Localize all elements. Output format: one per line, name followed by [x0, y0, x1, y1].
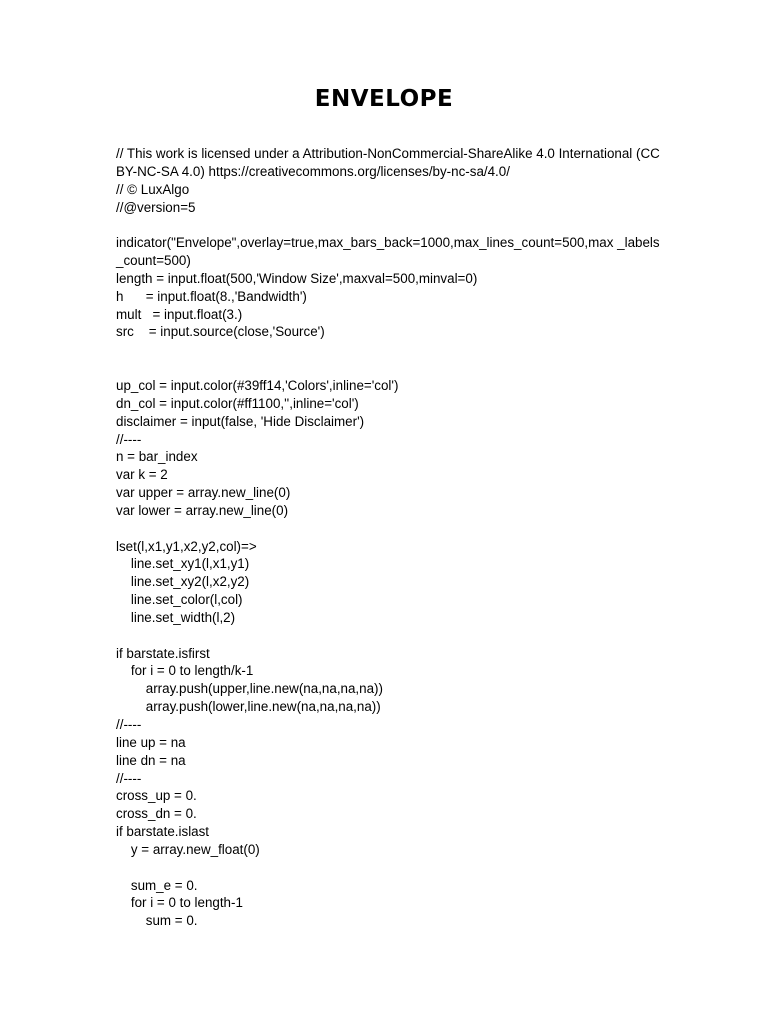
code-line: // This work is licensed under a Attribution-NonCommercial-ShareAlike 4.0 International (CC BY-NC-SA 4.0) https://creativecommons.org/licenses/by-nc-sa/4.0/: [116, 146, 664, 179]
code-line: up_col = input.color(#39ff14,'Colors',inline='col'): [116, 377, 399, 393]
code-line: line up = na: [116, 734, 186, 750]
code-line: if barstate.isfirst: [116, 645, 210, 661]
code-line: length = input.float(500,'Window Size',maxval=500,minval=0): [116, 270, 478, 286]
code-line: //----: [116, 431, 142, 447]
code-line: dn_col = input.color(#ff1100,'',inline='col'): [116, 395, 359, 411]
code-line: line.set_xy2(l,x2,y2): [116, 574, 250, 590]
code-line: disclaimer = input(false, 'Hide Disclaimer'): [116, 413, 365, 429]
code-line: var upper = array.new_line(0): [116, 485, 291, 501]
code-line: cross_dn = 0.: [116, 806, 197, 822]
code-line: line.set_color(l,col): [116, 592, 243, 608]
code-line: lset(l,x1,y1,x2,y2,col)=>: [116, 538, 257, 554]
code-line: sum = 0.: [116, 913, 198, 929]
code-line: for i = 0 to length-1: [116, 895, 243, 911]
code-line: // © LuxAlgo: [116, 181, 190, 197]
code-line: if barstate.islast: [116, 824, 210, 840]
code-line: [116, 216, 661, 234]
code-line: array.push(lower,line.new(na,na,na,na)): [116, 699, 381, 715]
code-line: for i = 0 to length/k-1: [116, 663, 254, 679]
code-line: mult = input.float(3.): [116, 306, 243, 322]
code-line: [116, 859, 661, 877]
code-line: [116, 520, 661, 538]
code-line: line dn = na: [116, 752, 186, 768]
code-listing: [116, 145, 664, 930]
code-line: indicator("Envelope",overlay=true,max_bars_back=1000,max_lines_count=500,max _labels_count=500): [116, 235, 660, 269]
code-line: var lower = array.new_line(0): [116, 502, 289, 518]
code-line: //----: [116, 770, 142, 786]
code-line: var k = 2: [116, 467, 168, 483]
code-line: cross_up = 0.: [116, 788, 197, 804]
code-line: line.set_width(l,2): [116, 609, 236, 625]
code-line: h = input.float(8.,'Bandwidth'): [116, 288, 307, 304]
code-line: [116, 341, 661, 359]
code-line: //----: [116, 717, 142, 732]
code-line: y = array.new_float(0): [116, 841, 260, 857]
code-line: line.set_xy1(l,x1,y1): [116, 556, 250, 572]
code-line: [116, 627, 661, 645]
code-line: //@version=5: [116, 199, 196, 215]
code-line: sum_e = 0.: [116, 877, 198, 893]
code-line: [116, 359, 661, 377]
code-line: n = bar_index: [116, 449, 198, 465]
code-line: src = input.source(close,'Source'): [116, 324, 325, 340]
page-title: ENVELOPE: [314, 86, 454, 112]
code-line: array.push(upper,line.new(na,na,na,na)): [116, 681, 383, 697]
